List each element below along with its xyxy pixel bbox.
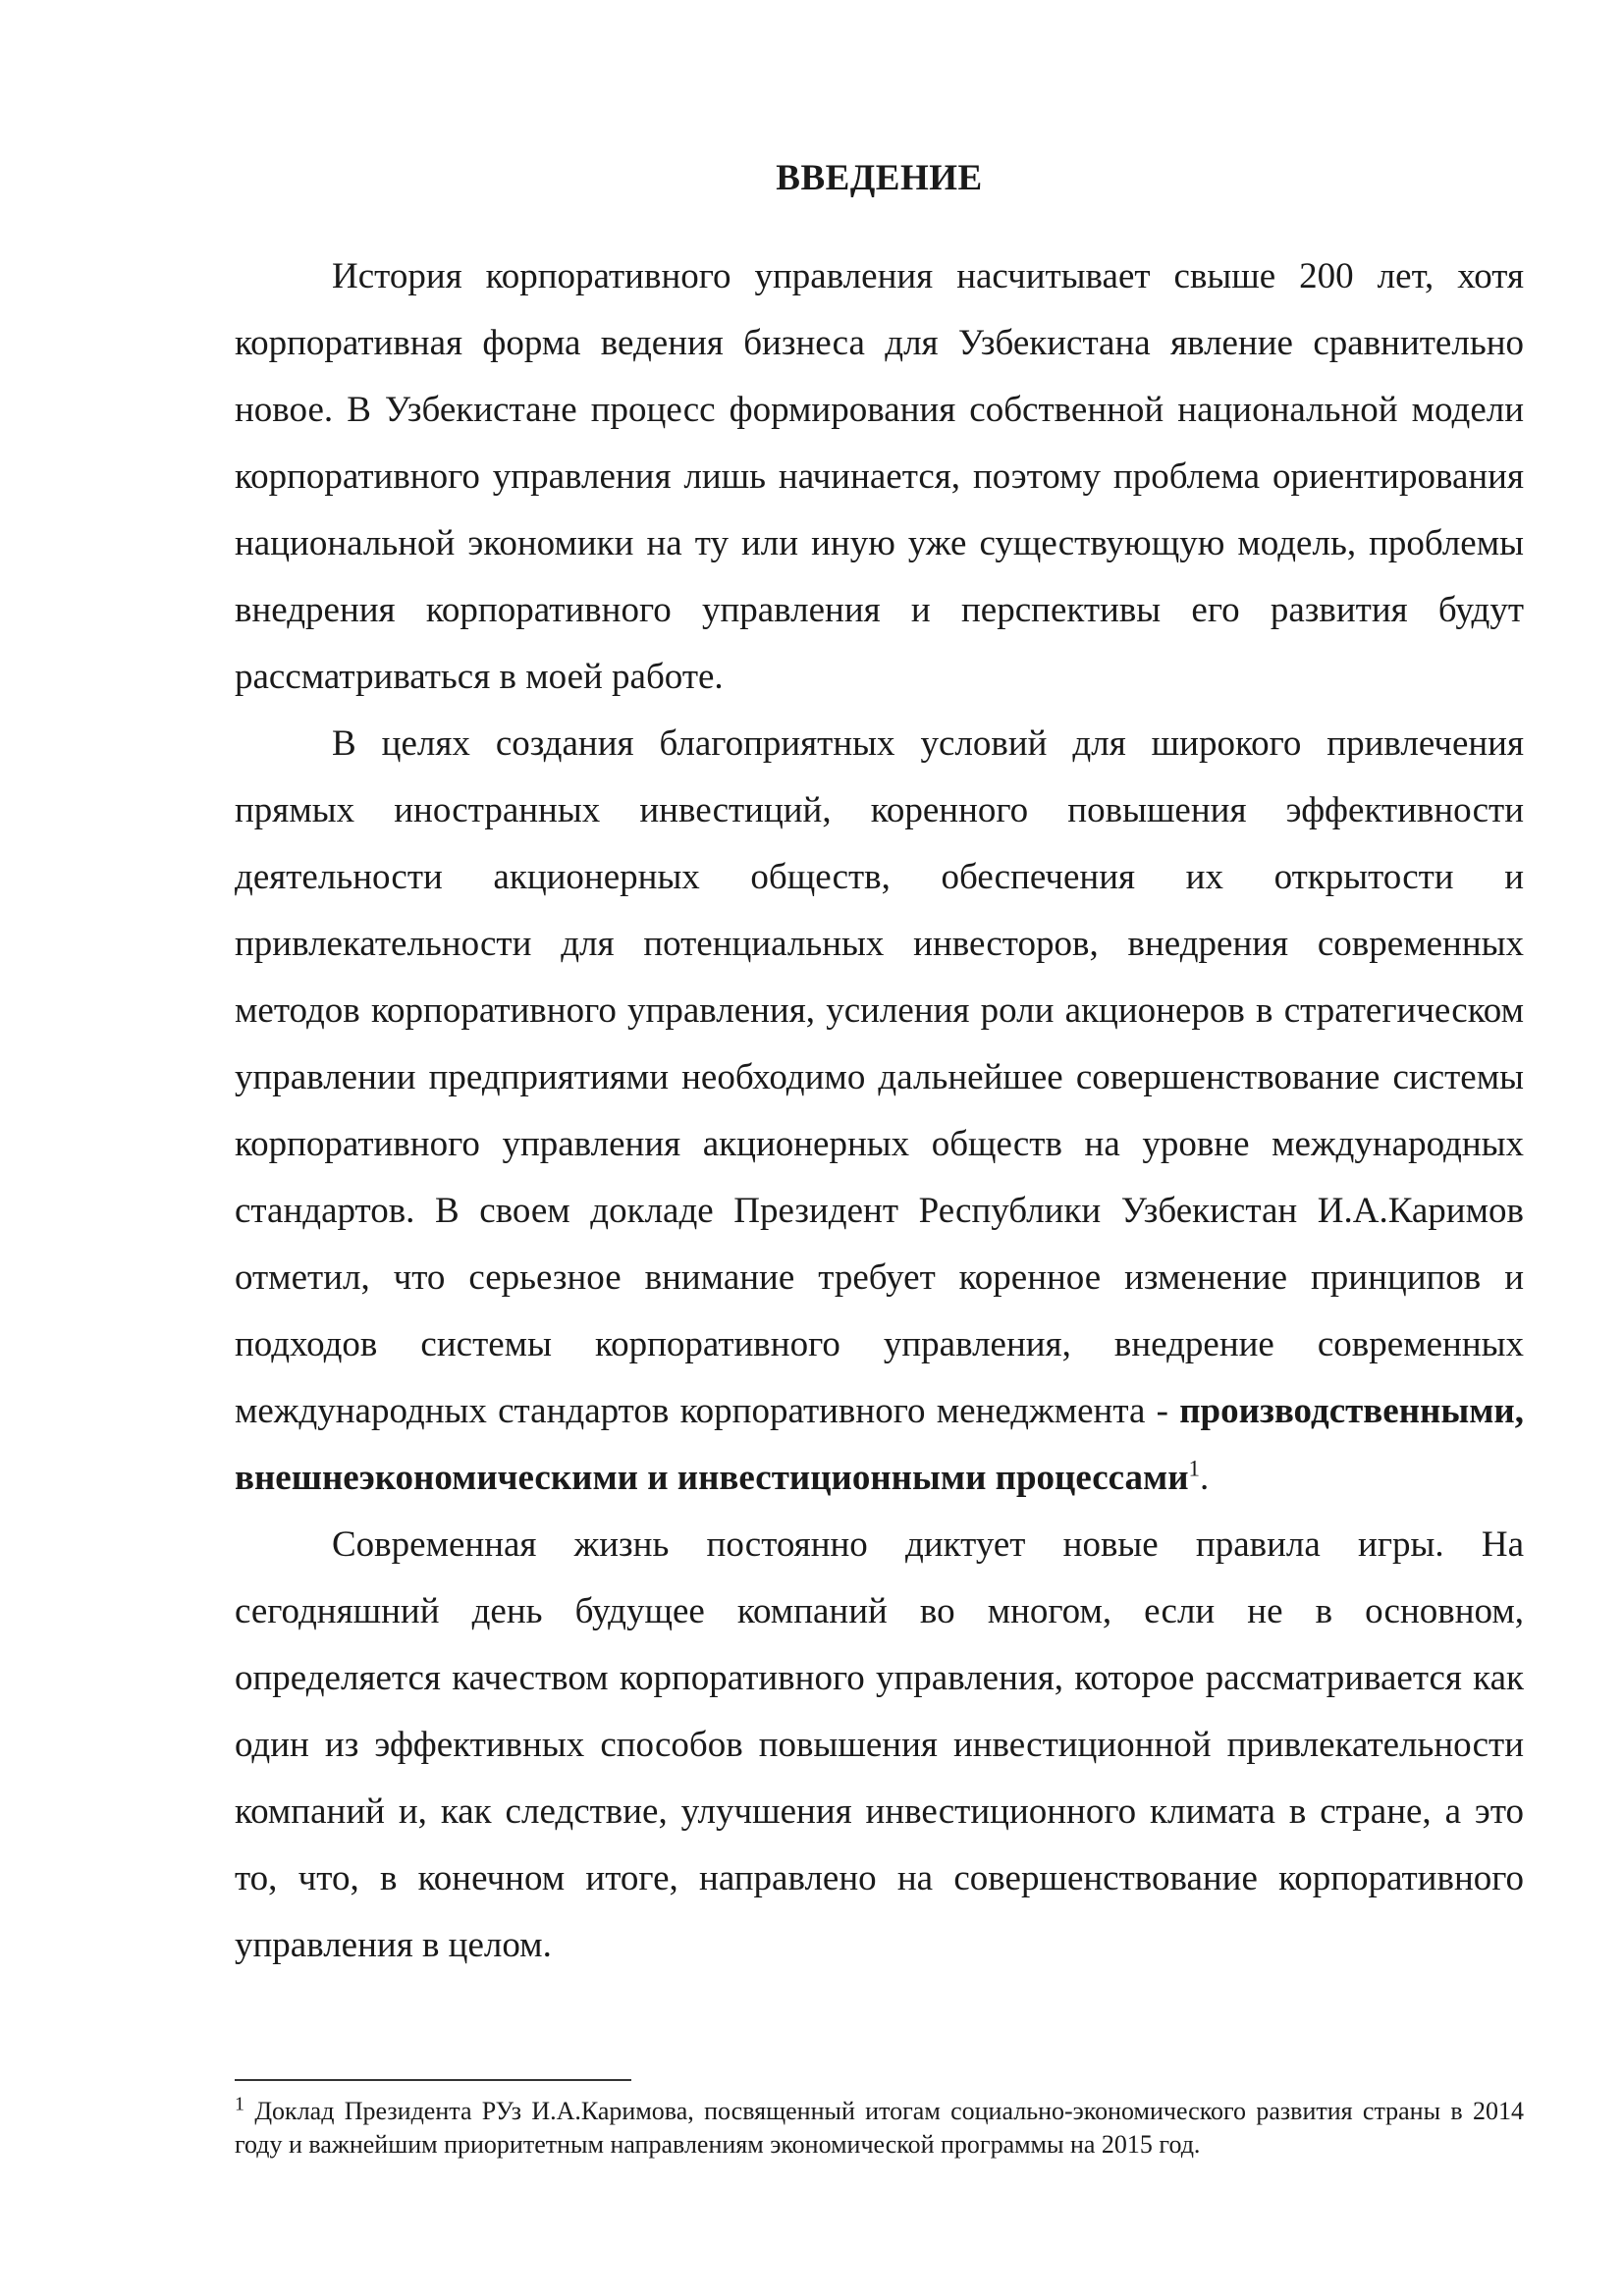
footnote	[235, 2095, 1524, 2162]
paragraph-1	[235, 243, 1524, 711]
footnote-separator	[235, 2079, 631, 2081]
paragraph-2-bold-text: производственными, внешнеэкономическими и инвестиционными процессами	[235, 1391, 1524, 1498]
paragraph-2-text: В целях создания благоприятных условий для широкого привлечения прямых иностранных инвестиций, коренного повышения эффективности деятельности акционерных обществ, обеспечения их открытости и привлекательности для потенциальных инвесторов, внедрения современных методов корпоративного управления, усиления роли акционеров в стратегическом управлении предприятиями необходимо дальнейшее совершенствование системы корпоративного управления акционерных обществ на уровне международных стандартов. В своем докладе Президент Республики Узбекистан И.А.Каримов отметил, что серьезное внимание требует коренное изменение принципов и подходов системы корпоративного управления, внедрение современных международных стандартов корпоративного менеджмента -	[235, 723, 1524, 1431]
page-heading: ВВЕДЕНИЕ	[776, 158, 983, 198]
body-text	[235, 243, 1524, 1979]
paragraph-3	[235, 1512, 1524, 1979]
footnote-text: Доклад Президента РУз И.А.Каримова, посвященный итогам социально-экономического развития страны в 2014 году и важнейшим приоритетным направлениям экономической программы на 2015 год.	[235, 2097, 1524, 2159]
paragraph-3-text: Современная жизнь постоянно диктует новые правила игры. На сегодняшний день будущее компаний во многом, если не в основном, определяется качеством корпоративного управления, которое рассматривается как один из эффективных способов повышения инвестиционной привлекательности компаний и, как следствие, улучшения инвестиционного климата в стране, а это то, что, в конечном итоге, направлено на совершенствование корпоративного управления в целом.	[235, 1524, 1524, 1965]
paragraph-1-text: История корпоративного управления насчитывает свыше 200 лет, хотя корпоративная форма ведения бизнеса для Узбекистана явление сравнительно новое. В Узбекистане процесс формирования собственной национальной модели корпоративного управления лишь начинается, поэтому проблема ориентирования национальной экономики на ту или иную уже существующую модель, проблемы внедрения корпоративного управления и перспективы его развития будут рассматриваться в моей работе.	[235, 256, 1524, 697]
footnote-mark: 1	[235, 2093, 244, 2115]
paragraph-2-tail: .	[1200, 1458, 1210, 1498]
paragraph-2	[235, 711, 1524, 1512]
footnote-reference[interactable]: 1	[1188, 1456, 1201, 1481]
